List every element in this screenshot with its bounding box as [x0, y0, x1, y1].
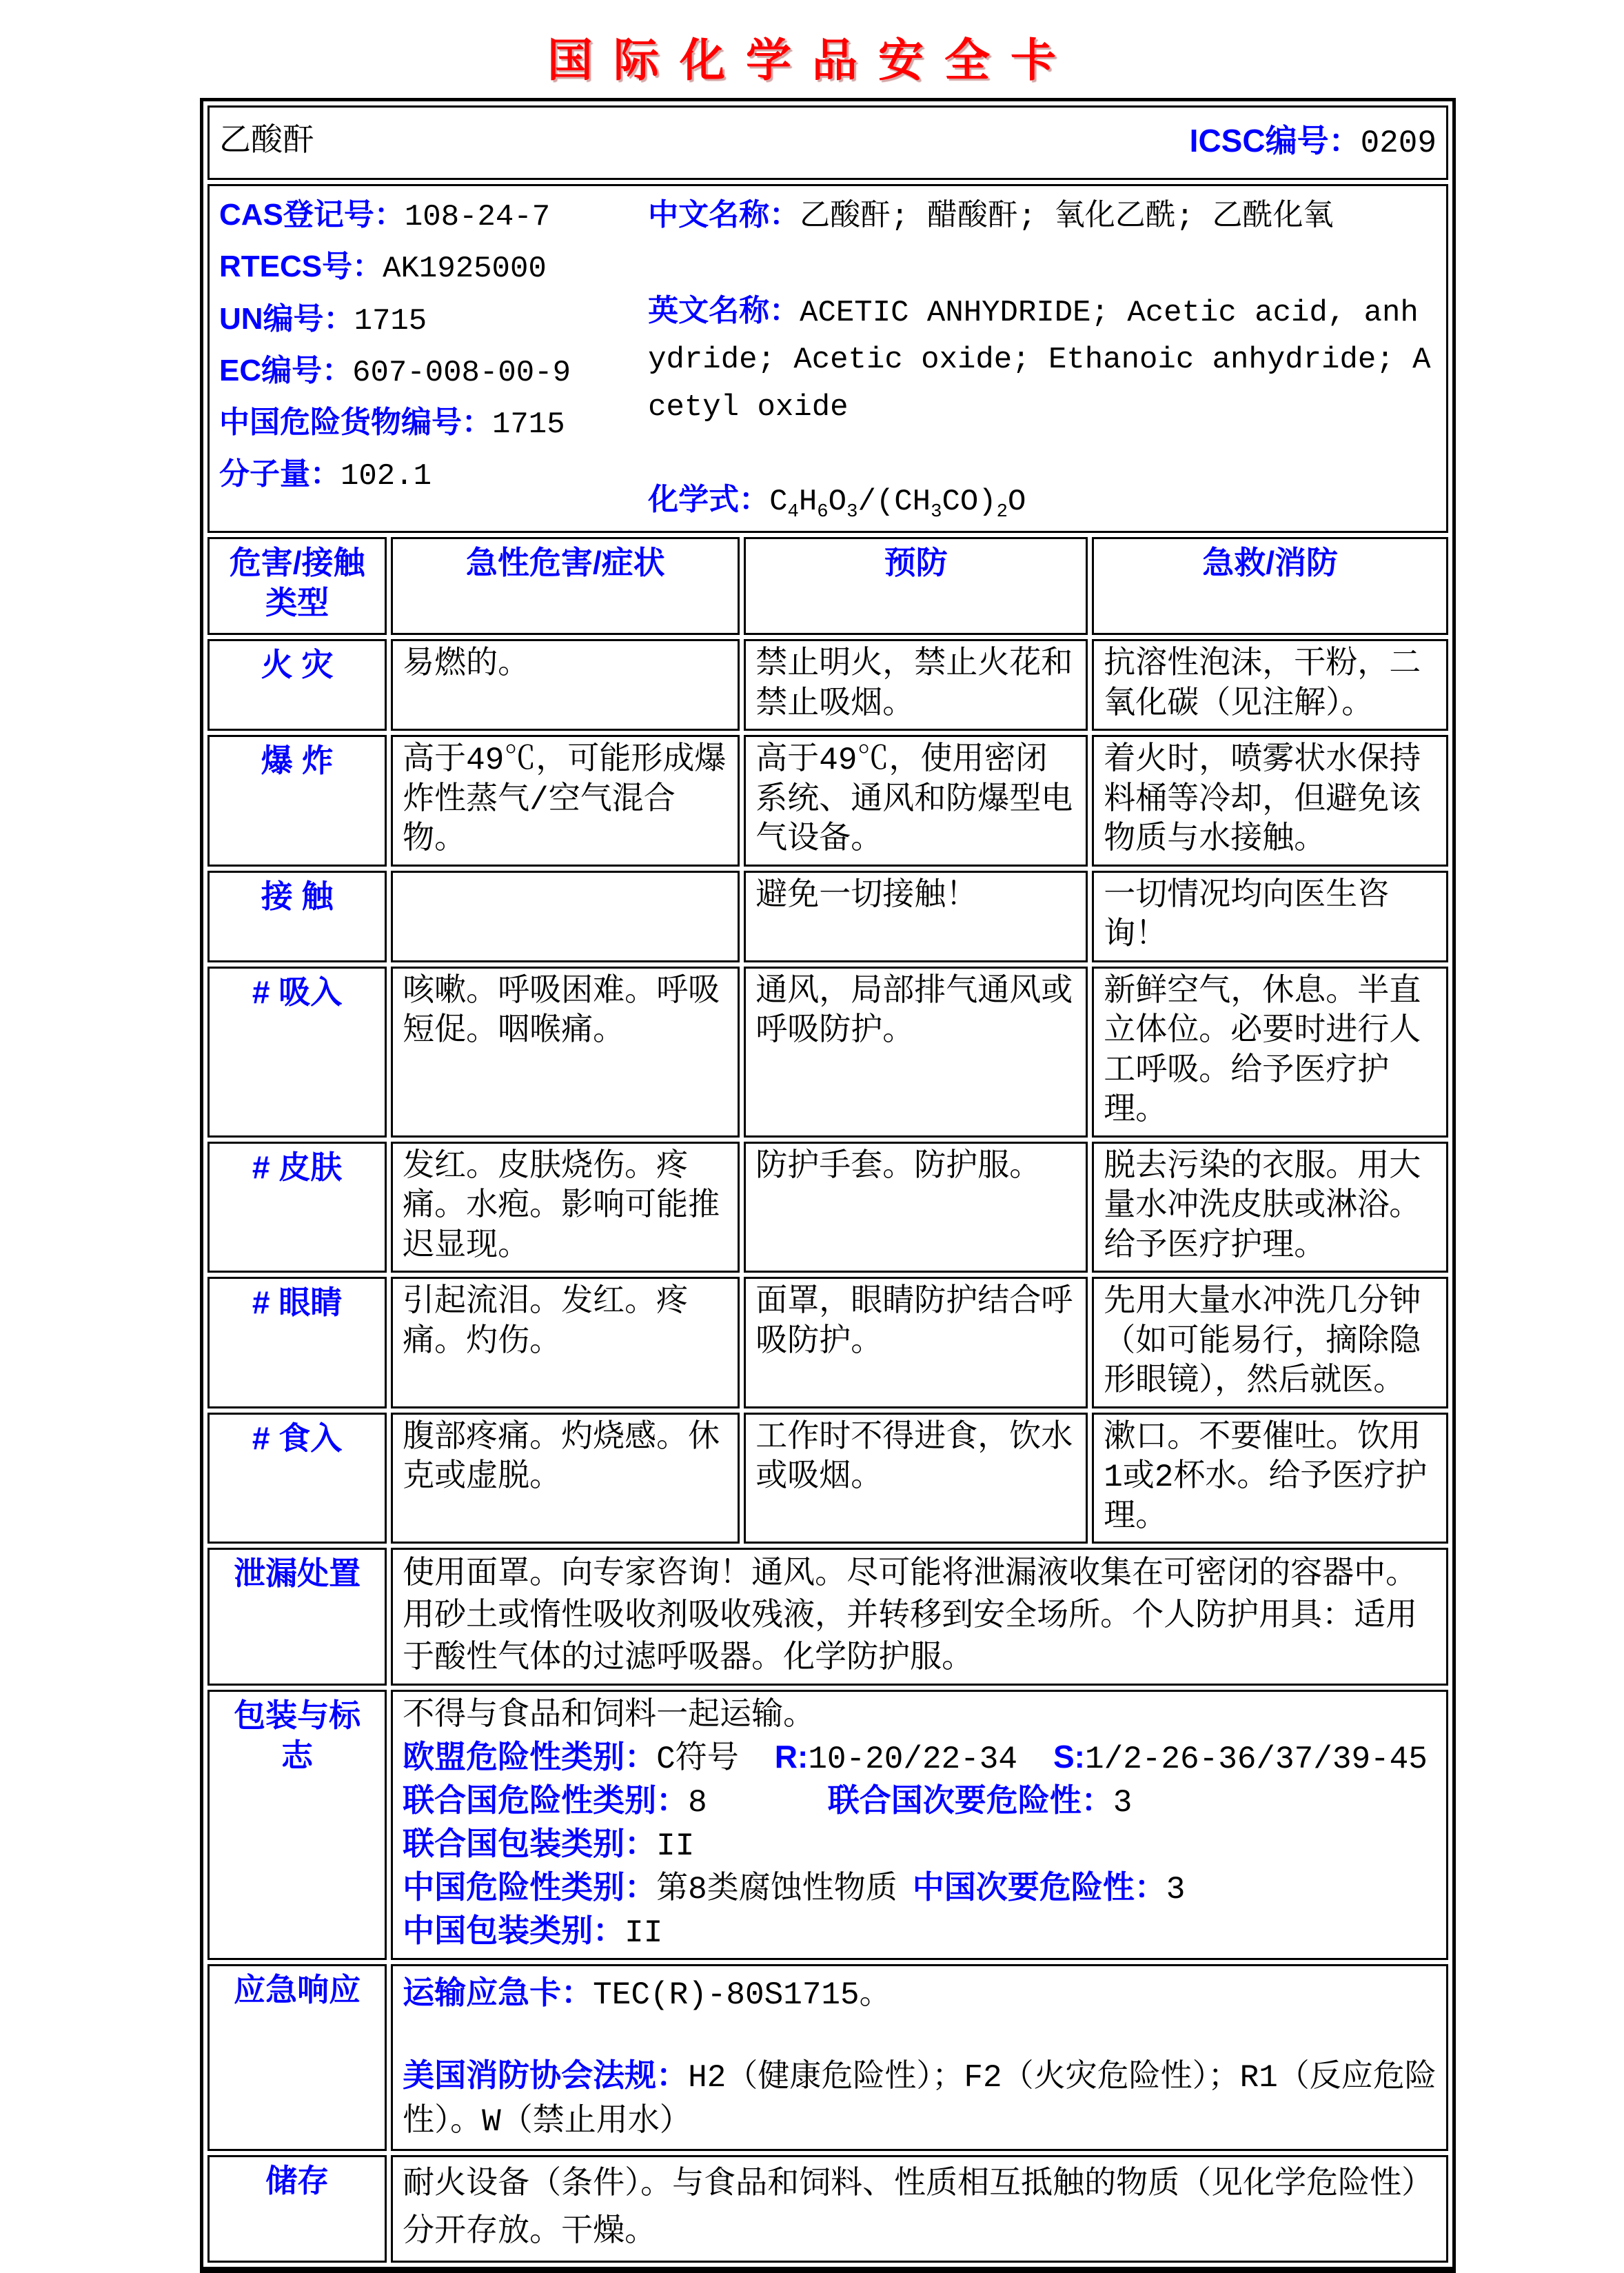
mw-value: 102.1 [341, 459, 432, 494]
un-label: UN编号： [219, 301, 354, 336]
header-prevention: 预防 [744, 537, 1088, 635]
row-eyes-symptom: 引起流泪。发红。疼痛。灼伤。 [391, 1277, 740, 1408]
row-exposure-response: 一切情况均向医生咨询！ [1092, 871, 1448, 962]
card-table [203, 101, 1452, 2267]
row-ingestion-response: 漱口。不要催吐。饮用1或2杯水。给予医疗护理。 [1092, 1413, 1448, 1544]
cn-names-value: 乙酸酐; 醋酸酐; 氧化乙酰; 乙酰化氧 [800, 200, 1334, 234]
chemical-formula [648, 475, 1437, 527]
row-skin-prevention: 防护手套。防护服。 [744, 1142, 1088, 1273]
name-list [645, 190, 1437, 527]
row-fire-response: 抗溶性泡沫，干粉，二氧化碳（见注解）。 [1092, 639, 1448, 731]
rtecs-number [219, 242, 645, 294]
chinese-names [648, 190, 1437, 242]
ec-value: 607-008-00-9 [352, 355, 571, 390]
header-first-aid: 急救/消防 [1092, 537, 1448, 635]
row-explosion-label: 爆 炸 [207, 735, 387, 867]
formula-label: 化学式： [648, 482, 770, 516]
row-emergency-label: 应急响应 [207, 1964, 387, 2151]
en-names-value: ACETIC ANHYDRIDE; Acetic acid, anhydride; Acetic oxide; Ethanoic anhydride; Acetyl oxide [648, 296, 1431, 425]
row-inhalation-response: 新鲜空气，休息。半直立体位。必要时进行人工呼吸。给予医疗护理。 [1092, 967, 1448, 1138]
mw-label: 分子量： [219, 457, 341, 492]
cn-names-label: 中文名称： [648, 198, 800, 232]
packing-un-class: 联合国危险性类别：8 联合国次要危险性：3 [403, 1782, 1133, 1821]
row-inhalation-symptom: 咳嗽。呼吸困难。呼吸短促。咽喉痛。 [391, 967, 740, 1138]
china-dg-number [219, 398, 645, 449]
ec-number [219, 346, 645, 398]
china-dg-label: 中国危险货物编号： [219, 405, 492, 440]
row-packing-content [391, 1690, 1448, 1959]
cas-value: 108-24-7 [404, 200, 551, 234]
en-names-label: 英文名称： [648, 294, 800, 328]
row-ingestion-label: # 食入 [207, 1413, 387, 1544]
row-explosion-response: 着火时，喷雾状水保持料桶等冷却，但避免该物质与水接触。 [1092, 735, 1448, 867]
icsc-label: ICSC编号： [1189, 123, 1361, 159]
row-eyes-response: 先用大量水冲洗几分钟（如可能易行，摘除隐形眼镜），然后就医。 [1092, 1277, 1448, 1408]
packing-transport-note: 不得与食品和饲料一起运输。 [403, 1698, 815, 1735]
packing-eu-class: 欧盟危险性类别：C符号 R:10-20/22-34 S:1/2-26-36/37/39-45 [403, 1739, 1428, 1778]
row-skin-symptom: 发红。皮肤烧伤。疼痛。水疱。影响可能推迟显现。 [391, 1142, 740, 1273]
row-emergency-content [391, 1964, 1448, 2151]
icsc-number [1190, 121, 1437, 164]
safety-card [200, 98, 1456, 2273]
identifiers-box [207, 184, 1448, 533]
row-explosion-prevention: 高于49℃，使用密闭系统、通风和防爆型电气设备。 [744, 735, 1088, 867]
cas-label: CAS登记号： [219, 198, 405, 232]
un-value: 1715 [354, 303, 427, 339]
emergency-tec: 运输应急卡：TEC(R)-80S1715。 [403, 1974, 891, 2013]
icsc-value: 0209 [1360, 125, 1437, 162]
header-hazard-type: 危害/接触 类型 [207, 537, 387, 635]
page-title: 国际化学品安全卡 [547, 34, 1077, 85]
row-spill-content: 使用面罩。向专家咨询！通风。尽可能将泄漏液收集在可密闭的容器中。用砂土或惰性吸收剂吸收残液，并转移到安全场所。个人防护用具：适用于酸性气体的过滤呼吸器。化学防护服。 [391, 1548, 1448, 1686]
formula-value: $C_4H_6O_3/(CH_3CO)_2O$ [769, 484, 1026, 523]
row-exposure-label: 接 触 [207, 871, 387, 962]
row-storage-content: 耐火设备（条件）。与食品和饲料、性质相互抵触的物质（见化学危险性）分开存放。干燥。 [391, 2155, 1448, 2263]
row-eyes-prevention: 面罩，眼睛防护结合呼吸防护。 [744, 1277, 1088, 1408]
packing-un-group: 联合国包装类别：II [403, 1825, 695, 1864]
packing-cn-class: 中国危险性类别：第8类腐蚀性物质 中国次要危险性：3 [403, 1868, 1186, 1908]
un-number [219, 294, 645, 346]
cas-number [219, 190, 645, 242]
row-ingestion-symptom: 腹部疼痛。灼烧感。休克或虚脱。 [391, 1413, 740, 1544]
row-storage-label: 储存 [207, 2155, 387, 2263]
identifier-list [219, 190, 645, 527]
china-dg-value: 1715 [492, 407, 565, 443]
row-explosion-symptom: 高于49℃，可能形成爆炸性蒸气/空气混合物。 [391, 735, 740, 867]
molecular-weight [219, 449, 645, 501]
packing-cn-group: 中国包装类别：II [403, 1912, 663, 1951]
row-fire-label: 火 灾 [207, 639, 387, 731]
card-header-box [207, 105, 1448, 180]
ec-label: EC编号： [219, 353, 353, 387]
row-fire-prevention: 禁止明火，禁止火花和禁止吸烟。 [744, 639, 1088, 731]
row-spill-label: 泄漏处置 [207, 1548, 387, 1686]
row-inhalation-prevention: 通风，局部排气通风或呼吸防护。 [744, 967, 1088, 1138]
row-skin-response: 脱去污染的衣服。用大量水冲洗皮肤或淋浴。给予医疗护理。 [1092, 1142, 1448, 1273]
header-acute-hazards: 急性危害/症状 [391, 537, 740, 635]
row-eyes-label: # 眼睛 [207, 1277, 387, 1408]
rtecs-label: RTECS号： [219, 250, 383, 284]
row-fire-symptom: 易燃的。 [391, 639, 740, 731]
row-exposure-symptom [391, 871, 740, 962]
english-names [648, 287, 1437, 431]
chemical-name: 乙酸酐 [219, 124, 314, 161]
emergency-nfpa: 美国消防协会法规：H2（健康危险性）；F2（火灾危险性）；R1（反应危险性）。W（禁止用水） [403, 2057, 1437, 2141]
row-ingestion-prevention: 工作时不得进食，饮水或吸烟。 [744, 1413, 1088, 1544]
row-skin-label: # 皮肤 [207, 1142, 387, 1273]
row-exposure-prevention: 避免一切接触！ [744, 871, 1088, 962]
row-packing-label: 包装与标志 [207, 1690, 387, 1959]
rtecs-value: AK1925000 [383, 252, 547, 287]
row-inhalation-label: # 吸入 [207, 967, 387, 1138]
